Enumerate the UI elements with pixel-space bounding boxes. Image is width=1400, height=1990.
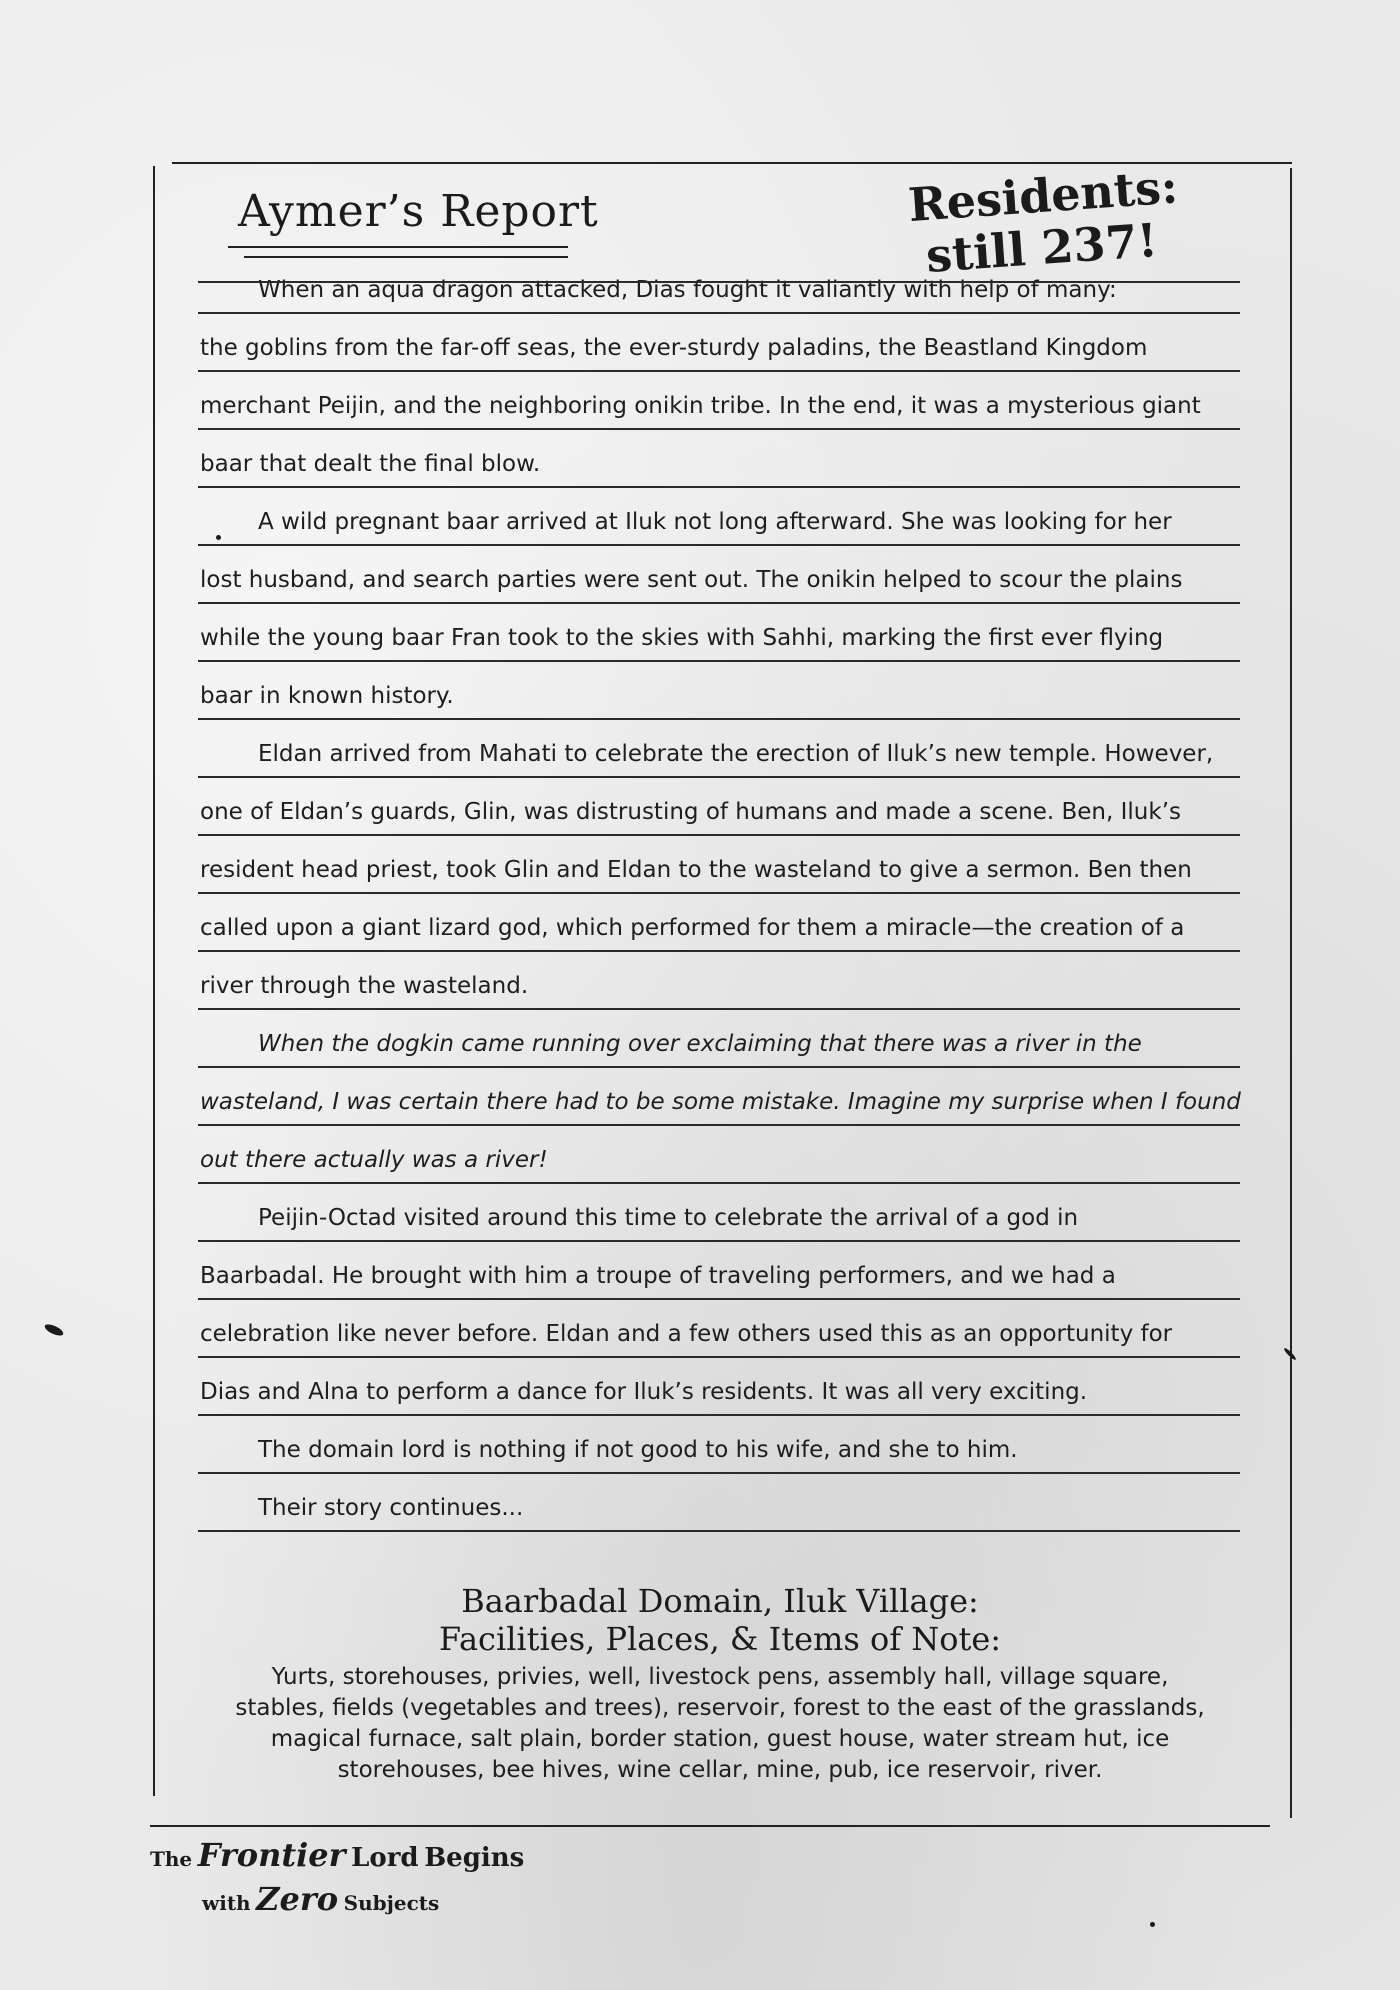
body-line: When an aqua dragon attacked, Dias fought it valiantly with help of many: — [258, 277, 1117, 303]
notes-list — [200, 1662, 1240, 1786]
frame-left-border — [153, 166, 155, 1796]
notes-list-line: stables, fields (vegetables and trees), reservoir, forest to the east of the grasslands, — [235, 1695, 1205, 1721]
body-line: Baarbadal. He brought with him a troupe of traveling performers, and we had a — [200, 1263, 1116, 1289]
ruled-line — [198, 281, 1240, 283]
body-line: one of Eldan’s guards, Glin, was distrusting of humans and made a scene. Ben, Iluk’s — [200, 799, 1181, 825]
notes-heading-line: Baarbadal Domain, Iluk Village: — [461, 1582, 979, 1620]
logo-word: Lord — [351, 1843, 419, 1873]
ink-speck — [1150, 1922, 1155, 1927]
ruled-line — [198, 776, 1240, 778]
body-line: When the dogkin came running over exclaiming that there was a river in the — [258, 1031, 1142, 1057]
ruled-line — [198, 1008, 1240, 1010]
body-line: baar in known history. — [200, 683, 454, 709]
ink-speck — [43, 1322, 65, 1338]
ruled-line — [198, 892, 1240, 894]
frame-bottom-border — [150, 1825, 1270, 1827]
notes-list-line: storehouses, bee hives, wine cellar, mine, pub, ice reservoir, river. — [337, 1757, 1103, 1783]
body-line: river through the wasteland. — [200, 973, 529, 999]
body-line: while the young baar Fran took to the skies with Sahhi, marking the first ever flying — [200, 625, 1164, 651]
body-line: resident head priest, took Glin and Eldan to the wasteland to give a sermon. Ben then — [200, 857, 1192, 883]
title-underline — [228, 246, 568, 248]
ruled-line — [198, 1356, 1240, 1358]
body-line: Eldan arrived from Mahati to celebrate the erection of Iluk’s new temple. However, — [258, 741, 1214, 767]
ruled-line — [198, 428, 1240, 430]
body-line: The domain lord is nothing if not good to his wife, and she to him. — [258, 1437, 1018, 1463]
ink-speck — [216, 535, 221, 540]
ruled-line — [198, 718, 1240, 720]
series-logo — [150, 1836, 525, 1918]
ruled-line — [198, 660, 1240, 662]
logo-word: Frontier — [197, 1836, 346, 1874]
body-line: merchant Peijin, and the neighboring onikin tribe. In the end, it was a mysterious giant — [200, 393, 1201, 419]
ruled-line — [198, 950, 1240, 952]
ruled-line — [198, 1240, 1240, 1242]
notes-section — [200, 1582, 1240, 1786]
ruled-line — [198, 1124, 1240, 1126]
ruled-line — [198, 370, 1240, 372]
ruled-line — [198, 1414, 1240, 1416]
body-line: called upon a giant lizard god, which performed for them a miracle—the creation of a — [200, 915, 1185, 941]
notes-heading-line: Facilities, Places, & Items of Note: — [438, 1620, 1002, 1658]
logo-word: with — [202, 1891, 251, 1915]
ruled-line — [198, 544, 1240, 546]
notes-list-line: Yurts, storehouses, privies, well, livestock pens, assembly hall, village square, — [271, 1664, 1169, 1690]
body-line: Peijin-Octad visited around this time to celebrate the arrival of a god in — [258, 1205, 1079, 1231]
residents-callout — [906, 159, 1180, 283]
body-line: wasteland, I was certain there had to be some mistake. Imagine my surprise when I found — [200, 1089, 1241, 1115]
ruled-line — [198, 602, 1240, 604]
ruled-line — [198, 1298, 1240, 1300]
ruled-line — [198, 312, 1240, 314]
body-line: out there actually was a river! — [200, 1147, 548, 1173]
body-line: Dias and Alna to perform a dance for Iluk’s residents. It was all very exciting. — [200, 1379, 1088, 1405]
residents-count: still 237! — [924, 212, 1160, 283]
ruled-line — [198, 834, 1240, 836]
body-line: Their story continues... — [258, 1495, 524, 1521]
ruled-line — [198, 486, 1240, 488]
body-line: celebration like never before. Eldan and a few others used this as an opportunity for — [200, 1321, 1173, 1347]
notes-heading — [200, 1582, 1240, 1658]
body-line: baar that dealt the final blow. — [200, 451, 541, 477]
ruled-line — [198, 1530, 1240, 1532]
residents-label: Residents: — [906, 159, 1180, 233]
frame-right-border — [1290, 168, 1292, 1818]
logo-word: Zero — [256, 1880, 339, 1918]
ruled-line — [198, 1472, 1240, 1474]
report-title: Aymer’s Report — [238, 186, 599, 237]
logo-word: Begins — [424, 1843, 525, 1873]
body-line: the goblins from the far-off seas, the ever-sturdy paladins, the Beastland Kingdom — [200, 335, 1148, 361]
logo-word: Subjects — [343, 1891, 440, 1915]
ruled-line — [198, 1066, 1240, 1068]
body-line: lost husband, and search parties were sent out. The onikin helped to scour the plains — [200, 567, 1183, 593]
body-line: A wild pregnant baar arrived at Iluk not long afterward. She was looking for her — [258, 509, 1172, 535]
logo-word: The — [150, 1847, 193, 1871]
title-underline — [244, 256, 568, 258]
notes-list-line: magical furnace, salt plain, border station, guest house, water stream hut, ice — [270, 1726, 1170, 1752]
ruled-line — [198, 1182, 1240, 1184]
